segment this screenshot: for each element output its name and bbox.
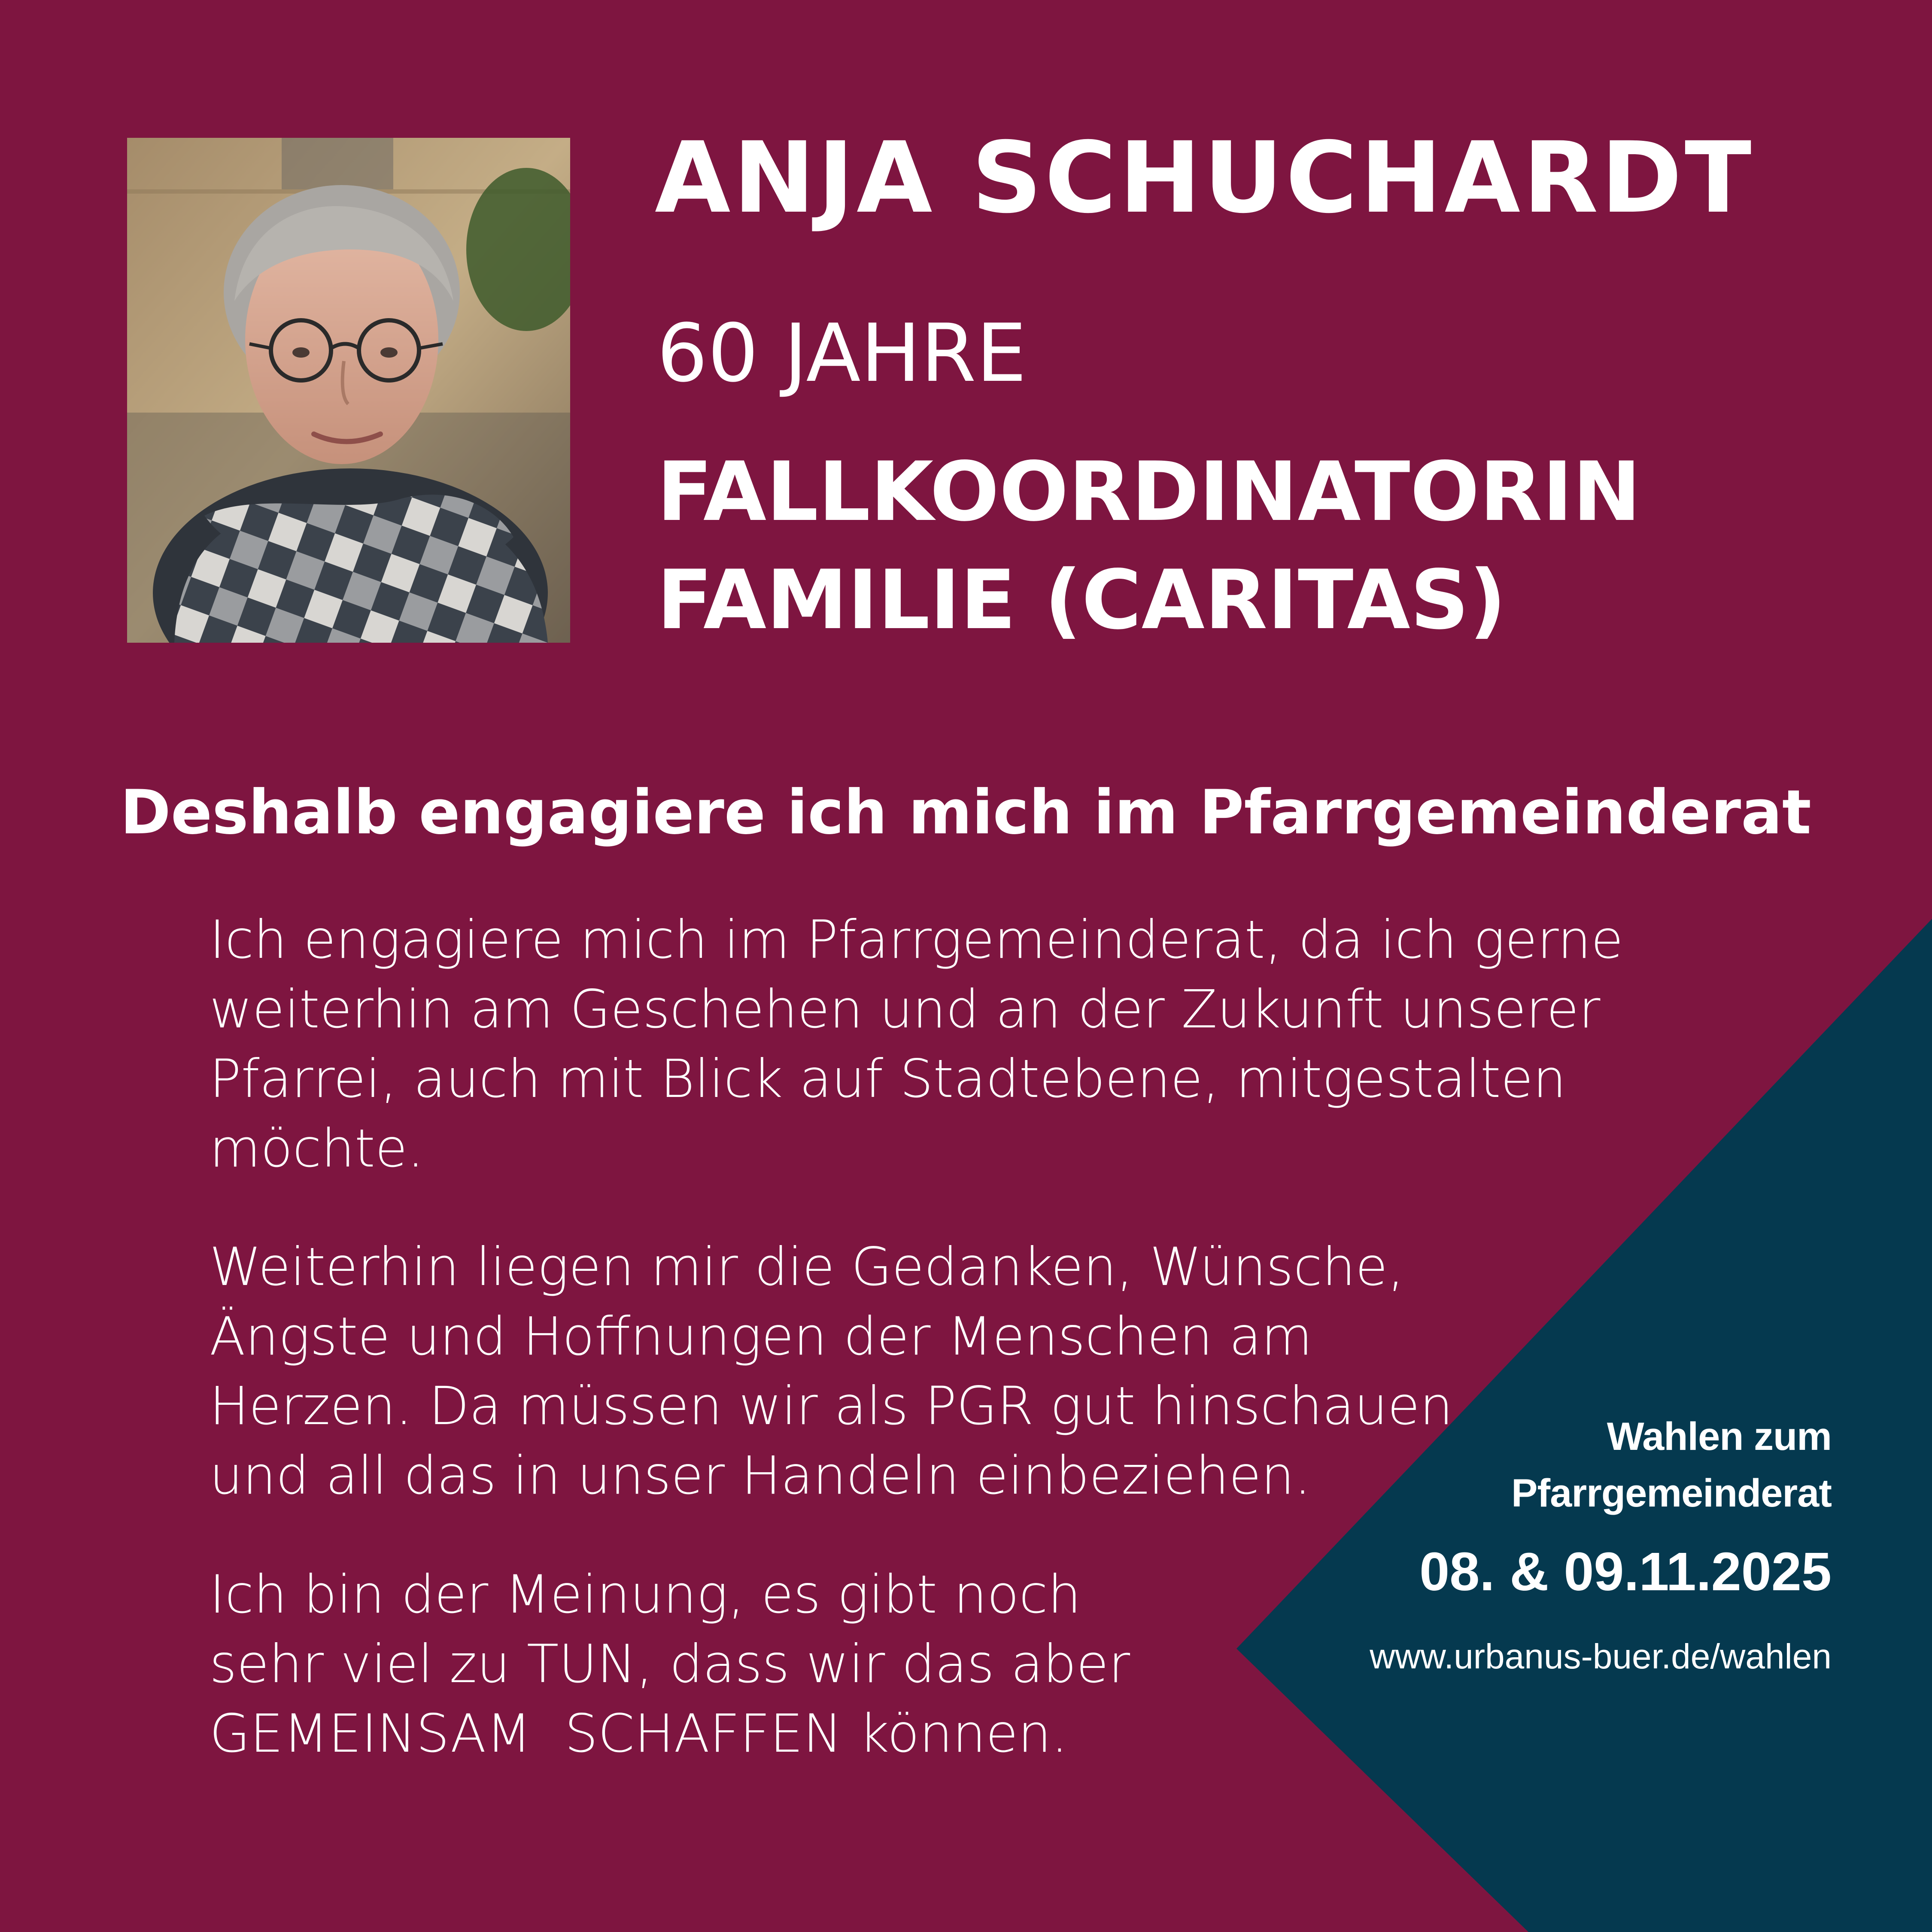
- occupation-line: FAMILIE (CARITAS): [657, 553, 1507, 647]
- paragraph-line: und all das in unser Handeln einbeziehen.: [210, 1445, 1311, 1506]
- paragraph-line: weiterhin am Geschehen und an der Zukunft unserer: [210, 979, 1601, 1040]
- paragraph-line: Ich bin der Meinung, es gibt noch: [210, 1564, 1081, 1625]
- paragraph-line: Herzen. Da müssen wir als PGR gut hinschauen: [210, 1376, 1453, 1437]
- paragraph-line: Ich engagiere mich im Pfarrgemeinderat, da ich gerne: [210, 909, 1623, 970]
- paragraph-line: GEMEINSAM SCHAFFEN können.: [210, 1703, 1068, 1764]
- candidate-occupation: [657, 438, 1641, 654]
- election-title: [1511, 1408, 1832, 1522]
- candidate-name: ANJA SCHUCHARDT: [655, 121, 1754, 235]
- election-dates: 08. & 09.11.2025: [1419, 1541, 1832, 1602]
- statement-paragraph: [210, 1232, 1453, 1510]
- portrait-photo: [127, 138, 570, 643]
- paragraph-line: Weiterhin liegen mir die Gedanken, Wünsche,: [210, 1236, 1404, 1297]
- election-title-line: Wahlen zum: [1607, 1415, 1832, 1458]
- candidate-age: 60 JAHRE: [657, 307, 1027, 400]
- paragraph-line: sehr viel zu TUN, dass wir das aber: [210, 1634, 1130, 1695]
- election-title-line: Pfarrgemeinderat: [1511, 1471, 1832, 1515]
- election-url: www.urbanus-buer.de/wahlen: [1370, 1637, 1832, 1676]
- statement-heading: Deshalb engagiere ich mich im Pfarrgemeinderat: [120, 777, 1811, 848]
- statement-paragraph: [210, 1560, 1130, 1768]
- paragraph-line: möchte.: [210, 1118, 424, 1179]
- statement-paragraph: [210, 905, 1623, 1183]
- paragraph-line: Ängste und Hoffnungen der Menschen am: [210, 1306, 1312, 1367]
- paragraph-line: Pfarrei, auch mit Blick auf Stadtebene, mitgestalten: [210, 1048, 1566, 1109]
- occupation-line: FALLKOORDINATORIN: [657, 444, 1641, 539]
